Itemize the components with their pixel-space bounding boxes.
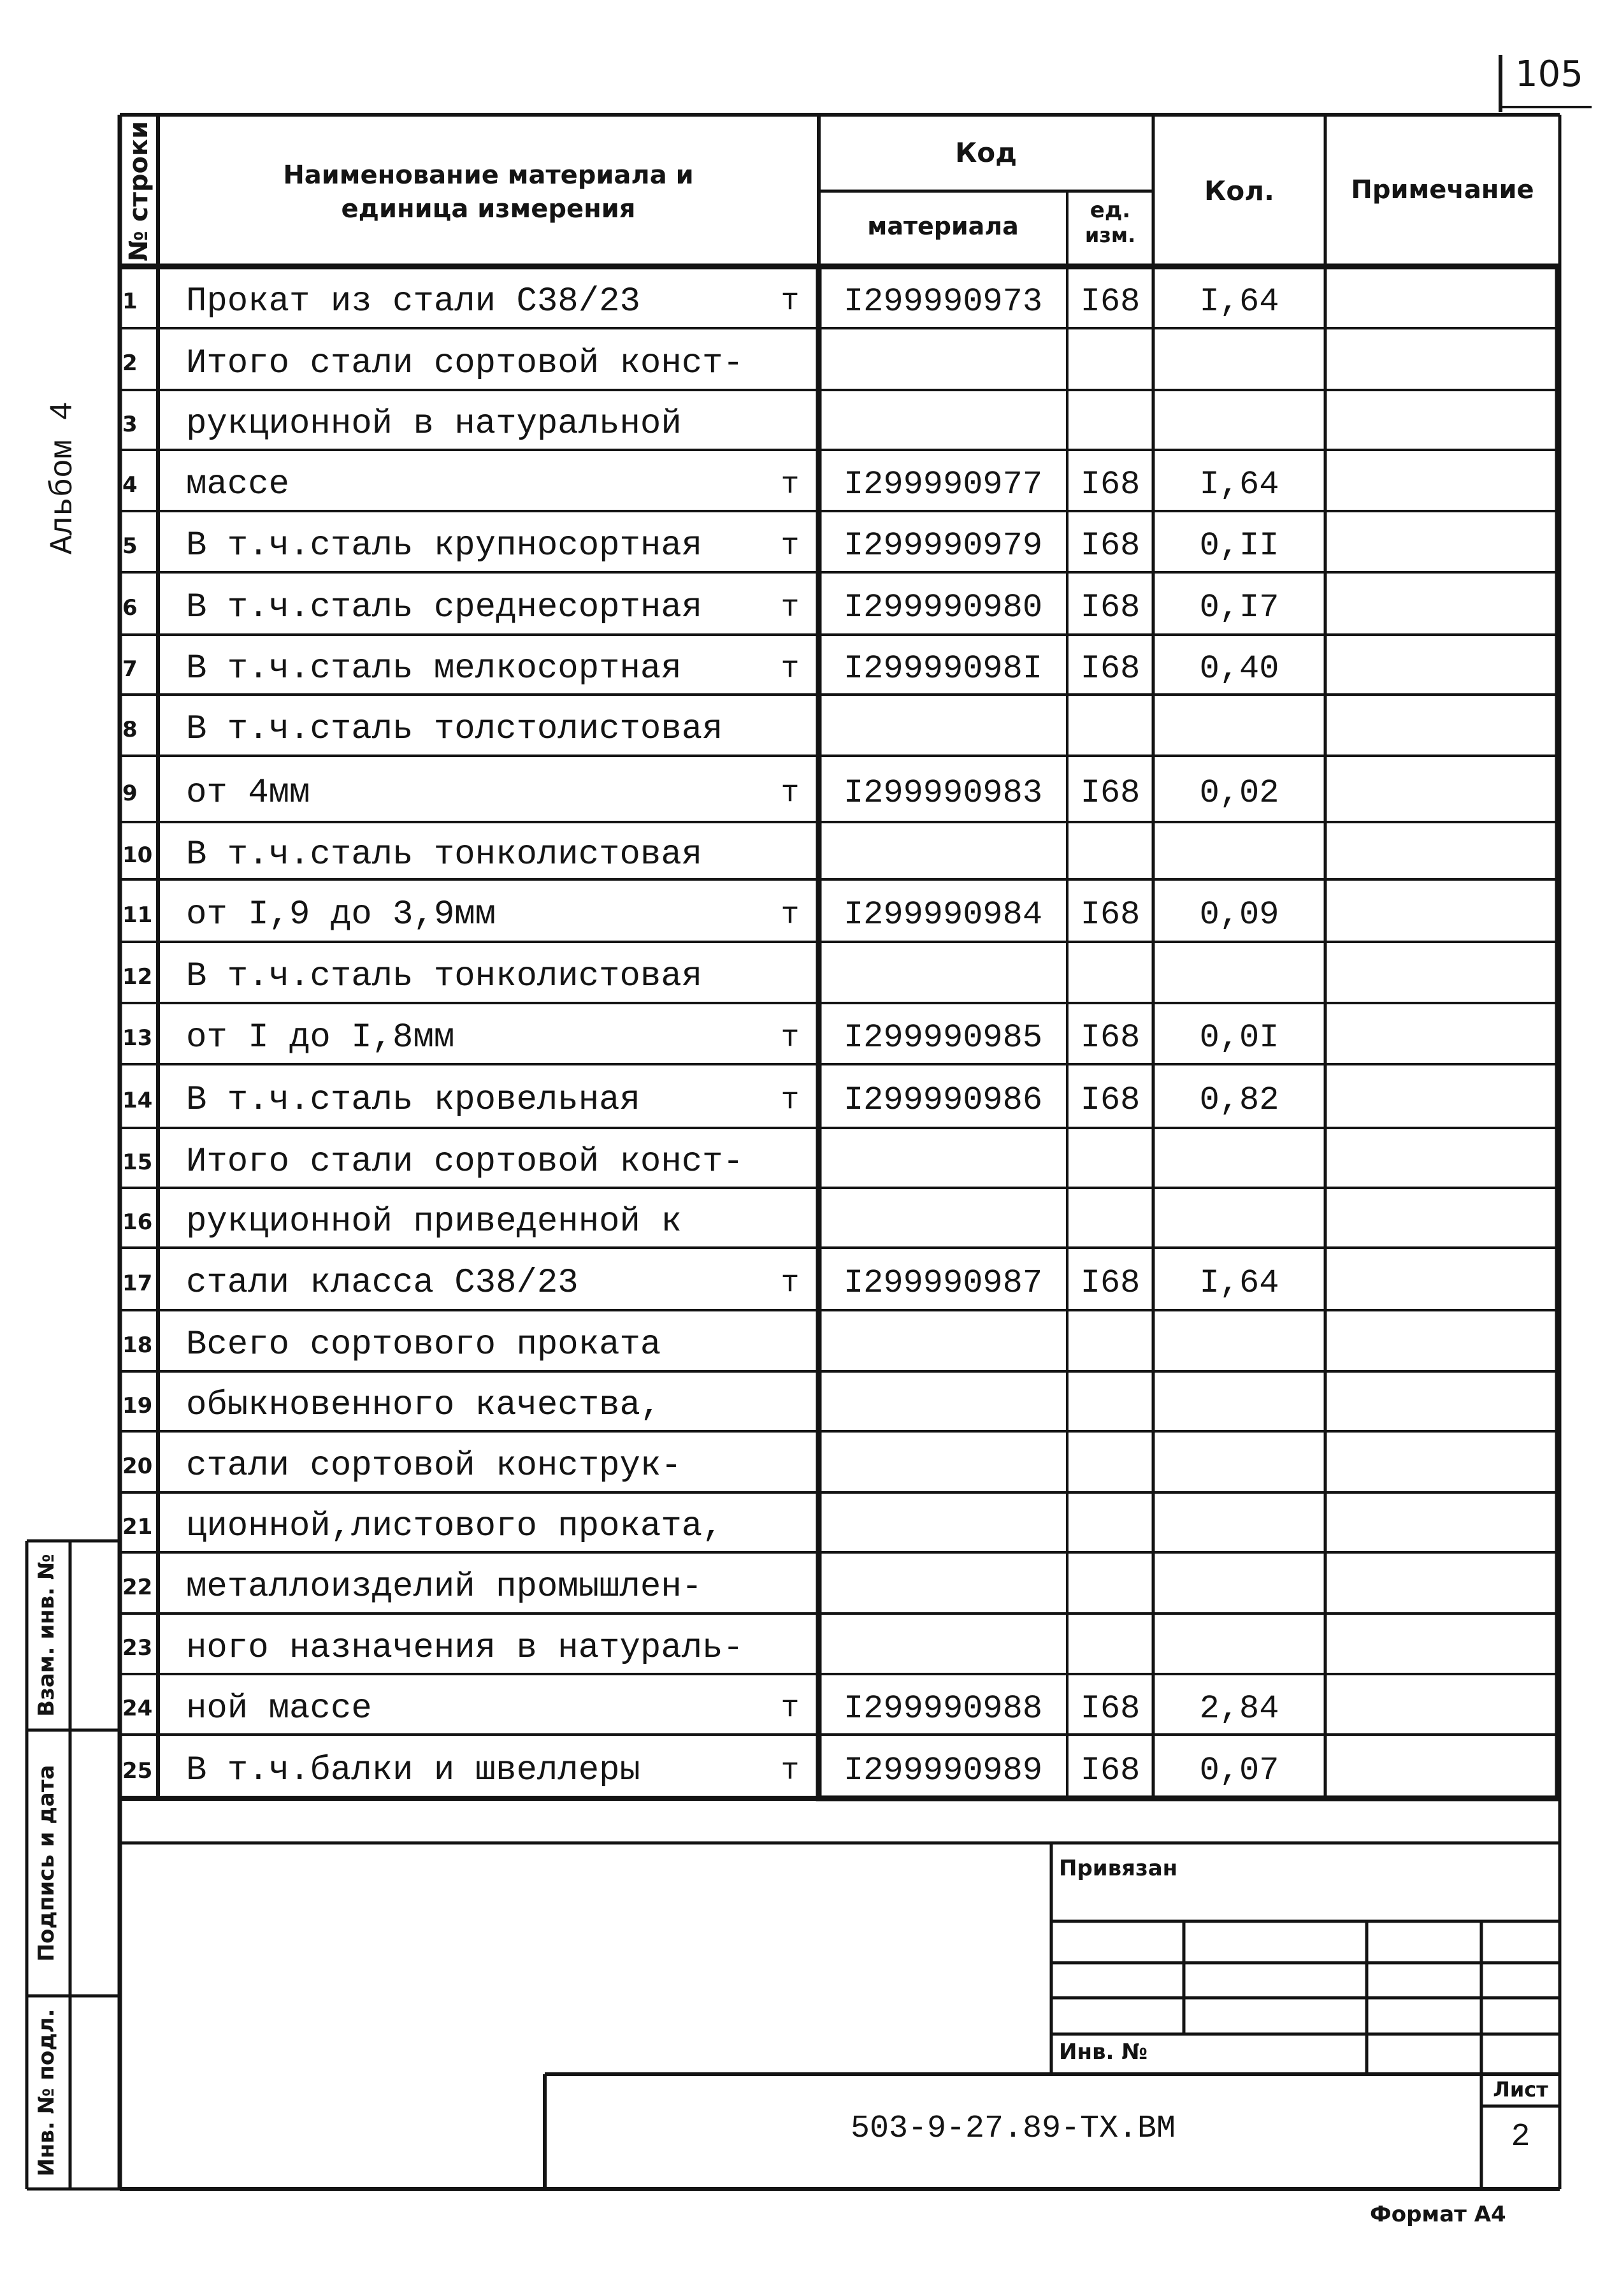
table-row [0, 328, 1619, 390]
material-code [822, 1371, 1064, 1431]
unit-of-measure-text: т [781, 652, 800, 686]
table-row [0, 1248, 1619, 1310]
unit-code: I68 [1080, 1264, 1140, 1302]
table-row [0, 572, 1619, 635]
unit-code [1067, 1552, 1153, 1614]
row-number: 24 [122, 1696, 153, 1721]
unit-of-measure-text [768, 1128, 812, 1188]
row-number: 16 [122, 1209, 153, 1235]
unit-of-measure-text [768, 1431, 812, 1492]
material-name: ной массе [186, 1689, 372, 1728]
row-number: 6 [122, 595, 138, 621]
table-row [0, 1064, 1619, 1128]
row-number: 13 [122, 1025, 153, 1051]
unit-of-measure-text: т [781, 591, 800, 625]
material-name: В т.ч.сталь толстолистовая [186, 710, 723, 749]
material-name: Итого стали сортовой конст- [186, 1143, 744, 1181]
document-code: 503-9-27.89-ТХ.ВМ [850, 2111, 1176, 2147]
unit-code [1067, 1431, 1153, 1492]
material-name: рукционной приведенной к [186, 1202, 682, 1241]
quantity: 0,82 [1199, 1081, 1279, 1119]
material-code [822, 822, 1064, 879]
quantity [1153, 1128, 1325, 1188]
table-row [0, 1492, 1619, 1552]
header-name-line1: Наименование материала и [283, 161, 694, 190]
quantity [1153, 328, 1325, 390]
material-name: от I,9 до 3,9мм [186, 895, 496, 934]
material-name: В т.ч.сталь кровельная [186, 1081, 640, 1120]
material-code [822, 1310, 1064, 1371]
header-qty: Кол. [1204, 175, 1274, 206]
material-code: I299990989 [843, 1752, 1043, 1789]
material-name: ционной,листового проката, [186, 1507, 723, 1546]
row-number: 18 [122, 1332, 153, 1358]
unit-code: I68 [1080, 774, 1140, 812]
material-code: I299990980 [843, 589, 1043, 626]
unit-of-measure-text [768, 390, 812, 450]
quantity: 0,II [1199, 527, 1279, 565]
material-code [822, 1188, 1064, 1248]
unit-of-measure-text [768, 695, 812, 756]
unit-code: I68 [1080, 650, 1140, 688]
unit-code [1067, 942, 1153, 1003]
unit-of-measure-text: т [781, 1083, 800, 1118]
unit-of-measure-text: т [781, 1266, 800, 1301]
material-name: массе [186, 465, 290, 504]
unit-of-measure-text [768, 328, 812, 390]
material-name: ного назначения в натураль- [186, 1629, 744, 1668]
row-number: 23 [122, 1635, 153, 1661]
material-name: рукционной в натуральной [186, 405, 682, 444]
quantity: 2,84 [1199, 1690, 1279, 1728]
material-name: от 4мм [186, 774, 310, 812]
title-inv-no: Инв. № [1059, 2039, 1148, 2065]
unit-code [1067, 1492, 1153, 1552]
unit-code: I68 [1080, 1752, 1140, 1789]
quantity [1153, 1431, 1325, 1492]
row-number: 2 [122, 350, 138, 376]
quantity [1153, 1310, 1325, 1371]
unit-of-measure-text [768, 1492, 812, 1552]
quantity [1153, 1371, 1325, 1431]
material-name: В т.ч.сталь тонколистовая [186, 835, 703, 874]
table-row [0, 879, 1619, 942]
quantity: 0,0I [1199, 1019, 1279, 1057]
unit-code: I68 [1080, 527, 1140, 565]
unit-of-measure-text [768, 1310, 812, 1371]
material-name: Всего сортового проката [186, 1325, 661, 1364]
unit-of-measure-text: т [781, 1021, 800, 1055]
table-row [0, 266, 1619, 328]
unit-of-measure-text [768, 1552, 812, 1614]
material-name: Итого стали сортовой конст- [186, 344, 744, 383]
quantity: 0,40 [1199, 650, 1279, 688]
table-row [0, 511, 1619, 572]
quantity: I,64 [1199, 466, 1279, 503]
quantity: I,64 [1199, 1264, 1279, 1302]
material-name: В т.ч.сталь тонколистовая [186, 957, 703, 996]
row-number: 8 [122, 717, 138, 742]
unit-code [1067, 1310, 1153, 1371]
row-number: 5 [122, 533, 138, 559]
material-code [822, 1552, 1064, 1614]
table-row [0, 1614, 1619, 1674]
table-row [0, 822, 1619, 879]
unit-code [1067, 695, 1153, 756]
table-row [0, 695, 1619, 756]
unit-code [1067, 1188, 1153, 1248]
quantity [1153, 1552, 1325, 1614]
row-number: 4 [122, 472, 138, 498]
unit-of-measure-text: т [781, 468, 800, 502]
quantity [1153, 695, 1325, 756]
material-name: от I до I,8мм [186, 1018, 455, 1057]
unit-of-measure-text: т [781, 1691, 800, 1726]
unit-code: I68 [1080, 896, 1140, 934]
table-row [0, 450, 1619, 511]
unit-code: I68 [1080, 1081, 1140, 1119]
unit-code [1067, 1128, 1153, 1188]
row-number: 21 [122, 1514, 153, 1540]
quantity: 0,02 [1199, 774, 1279, 812]
unit-of-measure-text [768, 1614, 812, 1674]
quantity: 0,07 [1199, 1752, 1279, 1789]
material-code: I299990973 [843, 283, 1043, 321]
material-code [822, 1431, 1064, 1492]
table-row [0, 1735, 1619, 1798]
material-name: В т.ч.балки и швеллеры [186, 1751, 640, 1790]
row-number: 9 [122, 781, 138, 806]
header-unit-line2: изм. [1084, 223, 1136, 247]
unit-of-measure-text [768, 942, 812, 1003]
table-row [0, 1674, 1619, 1735]
material-code [822, 328, 1064, 390]
quantity: I,64 [1199, 283, 1279, 321]
material-code: I299990979 [843, 527, 1043, 565]
row-number: 10 [122, 842, 153, 868]
quantity: 0,09 [1199, 896, 1279, 934]
table-row [0, 390, 1619, 450]
unit-of-measure-text: т [781, 898, 800, 932]
row-number: 1 [122, 289, 138, 314]
row-number: 14 [122, 1088, 153, 1113]
unit-code: I68 [1080, 466, 1140, 503]
material-code: I299990983 [843, 774, 1043, 812]
table-row [0, 942, 1619, 1003]
unit-code [1067, 328, 1153, 390]
table-row [0, 1188, 1619, 1248]
header-unit-line1: ед. [1090, 198, 1131, 223]
title-privyazan: Привязан [1059, 1856, 1178, 1881]
row-number: 20 [122, 1454, 153, 1479]
quantity [1153, 1614, 1325, 1674]
material-code: I299990986 [843, 1081, 1043, 1119]
unit-code: I68 [1080, 1690, 1140, 1728]
header-material: материала [867, 212, 1019, 240]
sheet-label: Лист [1493, 2077, 1548, 2102]
unit-of-measure-text [768, 822, 812, 879]
table-row [0, 635, 1619, 695]
quantity [1153, 822, 1325, 879]
unit-code: I68 [1080, 589, 1140, 626]
material-name: В т.ч.сталь крупносортная [186, 526, 703, 565]
header-note: Примечание [1351, 175, 1534, 205]
unit-code [1067, 822, 1153, 879]
material-name: обыкновенного качества, [186, 1386, 661, 1425]
material-name: стали сортовой конструк- [186, 1447, 682, 1485]
material-code [822, 1614, 1064, 1674]
material-code [822, 695, 1064, 756]
quantity: 0,I7 [1199, 589, 1279, 626]
header-name-line2: единица измерения [341, 194, 636, 224]
material-code: I299990985 [843, 1019, 1043, 1057]
material-name: В т.ч.сталь среднесортная [186, 588, 703, 627]
material-code [822, 1492, 1064, 1552]
row-number: 19 [122, 1393, 153, 1419]
stamp-podpis: Подпись и дата [34, 1765, 59, 1962]
unit-code: I68 [1080, 283, 1140, 321]
unit-code: I68 [1080, 1019, 1140, 1057]
unit-code [1067, 390, 1153, 450]
stamp-inv-podl: Инв. № подл. [34, 2009, 59, 2177]
quantity [1153, 942, 1325, 1003]
row-number: 15 [122, 1150, 153, 1175]
row-number: 12 [122, 964, 153, 990]
row-number: 17 [122, 1271, 153, 1296]
sheet-number: 2 [1511, 2119, 1530, 2155]
quantity [1153, 1492, 1325, 1552]
material-code: I299990977 [843, 466, 1043, 503]
row-number: 25 [122, 1758, 153, 1784]
material-code: I299990987 [843, 1264, 1043, 1302]
unit-of-measure-text [768, 1371, 812, 1431]
format-label: Формат А4 [1370, 2202, 1506, 2227]
material-code: I299990984 [843, 896, 1043, 934]
material-code [822, 1128, 1064, 1188]
quantity [1153, 390, 1325, 450]
row-number: 22 [122, 1575, 153, 1600]
unit-of-measure-text: т [781, 284, 800, 319]
unit-code [1067, 1614, 1153, 1674]
table-row [0, 1003, 1619, 1064]
material-code: I299990988 [843, 1690, 1043, 1728]
material-name: стали класса С38/23 [186, 1264, 579, 1303]
material-code [822, 942, 1064, 1003]
album-label: Альбом 4 [45, 401, 82, 554]
row-number: 3 [122, 412, 138, 437]
quantity [1153, 1188, 1325, 1248]
table-row [0, 1371, 1619, 1431]
stamp-vzam: Взам. инв. № [34, 1554, 59, 1717]
unit-of-measure-text: т [781, 529, 800, 563]
page-number: 105 [1515, 54, 1583, 95]
header-code: Код [954, 137, 1018, 168]
material-code [822, 390, 1064, 450]
material-name: В т.ч.сталь мелкосортная [186, 649, 682, 688]
unit-of-measure-text [768, 1188, 812, 1248]
row-number: 7 [122, 656, 138, 682]
material-name: Прокат из стали С38/23 [186, 282, 640, 321]
unit-of-measure-text: т [781, 1754, 800, 1788]
table-row [0, 1310, 1619, 1371]
unit-code [1067, 1371, 1153, 1431]
material-name: металлоизделий промышлен- [186, 1568, 703, 1606]
table-row [0, 1552, 1619, 1614]
header-row-number: № строки [124, 120, 154, 262]
row-number: 11 [122, 902, 153, 928]
table-row [0, 1431, 1619, 1492]
table-row [0, 1128, 1619, 1188]
unit-of-measure-text: т [781, 776, 800, 811]
material-code: I29999098I [843, 650, 1043, 688]
table-row [0, 756, 1619, 822]
